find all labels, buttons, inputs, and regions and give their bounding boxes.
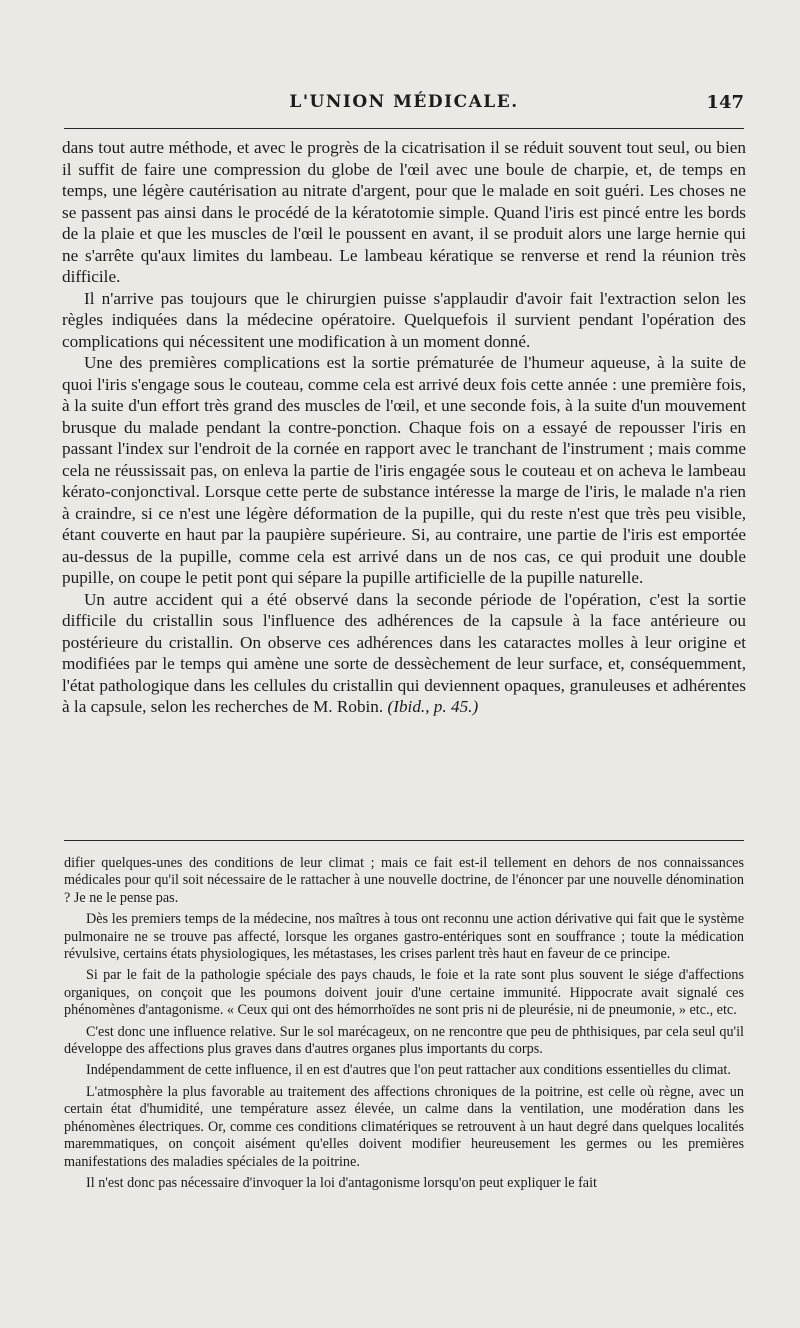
page-header bbox=[64, 90, 744, 120]
secondary-paragraph-3: Si par le fait de la pathologie spéciale des pays chauds, le foie et la rate sont plus souvent le siége d'affections organiques, on conçoit que les poumons doivent jouir d'une certaine immunité. Hippocrate avait signalé ces phénomènes d'antagonisme. « Ceux qui ont des hémorrhoïdes ne sont pris ni de pleurésie, ni de pneumonie, » etc., etc. bbox=[64, 967, 744, 1019]
page-number: 147 bbox=[706, 92, 744, 113]
secondary-paragraph-2: Dès les premiers temps de la médecine, nos maîtres à tous ont reconnu une action dérivative qui fait que le système pulmonaire ne se trouve pas affecté, lorsque les organes gastro-entériques sont en souffrance ; toute la médication révulsive, certains états physiologiques, les métastases, les crises parlent très haut en faveur de ce principe. bbox=[64, 911, 744, 963]
main-paragraph-2: Il n'arrive pas toujours que le chirurgien puisse s'applaudir d'avoir fait l'extraction selon les règles indiquées dans la médecine opératoire. Quelquefois il survient pendant l'opération des complications qui nécessitent une modification à un moment donné. bbox=[62, 288, 746, 351]
main-paragraph-4 bbox=[62, 589, 746, 718]
citation: (Ibid., p. 45.) bbox=[387, 697, 479, 716]
secondary-paragraph-6: L'atmosphère la plus favorable au traitement des affections chroniques de la poitrine, est celle où règne, avec un certain état d'humidité, une température assez élevée, un calme dans la ventilation, une modération dans les phénomènes électriques. Or, comme ces conditions climatériques se retrouvent à un haut degré dans quelques localités maremmatiques, on conçoit aisément qu'elles doivent modifier heureusement les germes ou les premières manifestations des maladies spéciales de la poitrine. bbox=[64, 1083, 744, 1170]
main-paragraph-1: dans tout autre méthode, et avec le progrès de la cicatrisation il se réduit souvent tout seul, ou bien il suffit de faire une compression du globe de l'œil avec une boule de charpie, et, de temps en temps, une légère cautérisation au nitrate d'argent, pour que le malade en soit guéri. Les choses ne se passent pas ainsi dans le procédé de la kératotomie simple. Quand l'iris est pincé entre les bords de la plaie et que les muscles de l'œil le poussent en avant, il se produit alors une large hernie qui ne s'arrête qu'aux limites du lambeau. Le lambeau kératique se renverse et rend la réunion très difficile. bbox=[62, 138, 746, 286]
secondary-paragraph-1: difier quelques-unes des conditions de leur climat ; mais ce fait est-il tellement en dehors de nos connaissances médicales pour qu'il soit nécessaire de le rattacher à une nouvelle doctrine, de l'énoncer par une nouvelle dénomination ? Je ne le pense pas. bbox=[64, 855, 744, 906]
running-title: L'UNION MÉDICALE. bbox=[289, 92, 519, 112]
secondary-paragraph-7: Il n'est donc pas nécessaire d'invoquer la loi d'antagonisme lorsqu'on peut expliquer le fait bbox=[86, 1174, 597, 1191]
main-paragraph-3: Une des premières complications est la sortie prématurée de l'humeur aqueuse, à la suite de quoi l'iris s'engage sous le couteau, comme cela est arrivé deux fois cette année : une première fois, à la suite d'un effort très grand des muscles de l'œil, et une seconde fois, à la suite d'un mouvement brusque du malade pendant la contre-ponction. Chaque fois on a essayé de repousser l'iris en passant l'index sur l'endroit de la cornée en rapport avec le tranchant de l'instrument ; mais comme cela ne réussissait pas, on enleva la partie de l'iris engagée sous le couteau et on acheva le lambeau kérato-conjonctival. Lorsque cette perte de substance intéresse la marge de l'iris, le malade n'a rien à craindre, si ce n'est une légère déformation de la pupille, qui du reste n'est que très peu visible, étant couverte en haut par la paupière supérieure. Si, au contraire, une partie de l'iris est emportée au-dessus de la pupille, comme cela est arrivé dans un de nos cas, ce qui produit une double pupille, on coupe le petit pont qui sépare la pupille artificielle de la pupille naturelle. bbox=[62, 353, 746, 587]
header-rule bbox=[64, 128, 744, 129]
secondary-paragraph-4: C'est donc une influence relative. Sur le sol marécageux, on ne rencontre que peu de phthisiques, par cela seul qu'il développe des affections plus graves dans d'autres organes plus importants du corps. bbox=[64, 1023, 744, 1058]
section-divider-rule bbox=[64, 840, 744, 841]
main-article-text bbox=[62, 137, 746, 718]
secondary-article-text bbox=[64, 855, 744, 1192]
secondary-paragraph-5: Indépendamment de cette influence, il en est d'autres que l'on peut rattacher aux conditions essentielles du climat. bbox=[86, 1062, 731, 1079]
main-paragraph-4-text: Un autre accident qui a été observé dans la seconde période de l'opération, c'est la sortie difficile du cristallin sous l'influence des adhérences de la capsule à la face antérieure ou postérieure du cristallin. On observe ces adhérences dans les cataractes molles à leur origine et modifiées par le temps qui amène une sorte de dessèchement de leur surface, et, conséquemment, l'état pathologique dans les cellules du cristallin qui deviennent opaques, granuleuses et adhérentes à la capsule, selon les recherches de M. Robin. bbox=[62, 589, 746, 716]
